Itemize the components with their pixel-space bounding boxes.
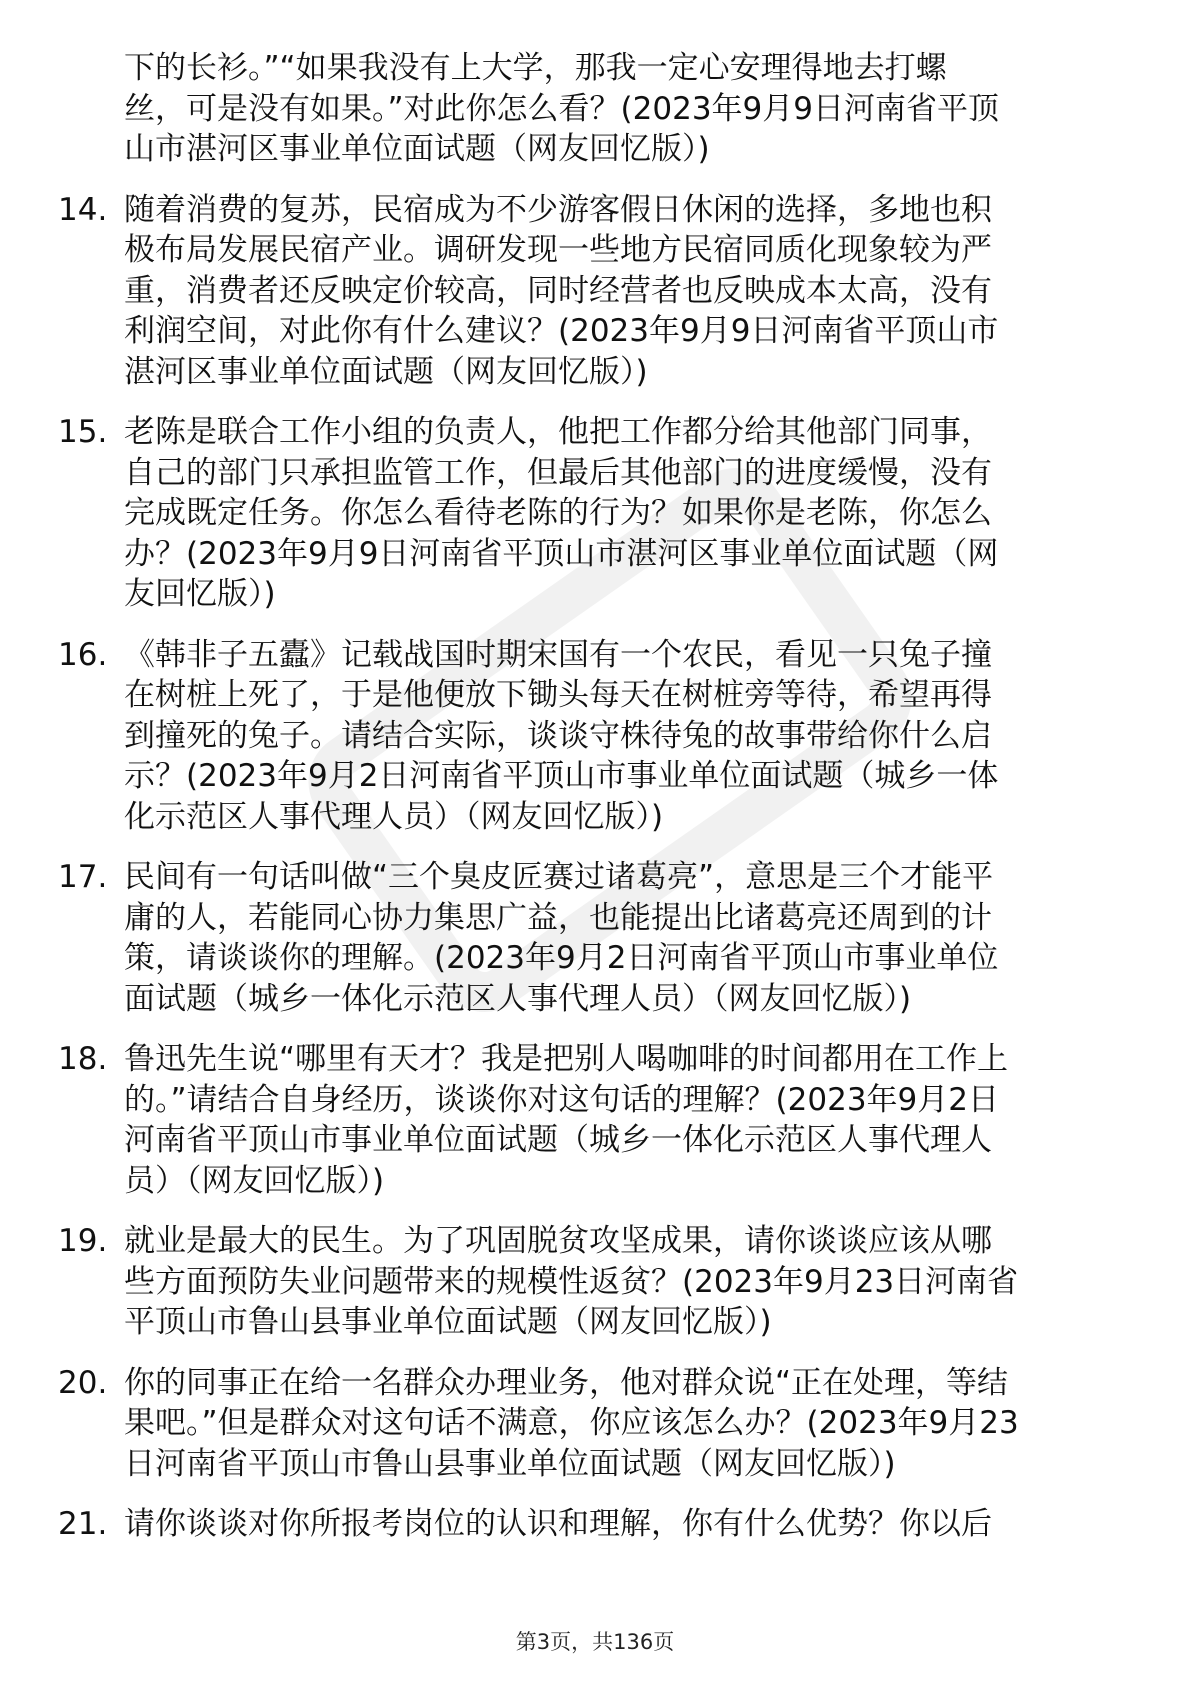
question-item: [58, 1504, 1118, 1545]
question-number: 17.: [58, 859, 108, 895]
question-item: [58, 1039, 1118, 1201]
question-list: [58, 48, 1118, 1565]
continued-question-text: 下的长衫。”“如果我没有上大学，那我一定心安理得地去打螺 丝，可是没有如果。”对此你怎么看？(2023年9月9日河南省平顶 山市湛河区事业单位面试题（网友回忆版）): [124, 50, 999, 167]
question-number: 21.: [58, 1506, 108, 1542]
question-item: [58, 412, 1118, 615]
question-item: [58, 635, 1118, 838]
question-number: 15.: [58, 414, 108, 450]
page-number-footer: 第3页，共136页: [515, 1630, 675, 1654]
question-text: 就业是最大的民生。为了巩固脱贫攻坚成果，请你谈谈应该从哪 些方面预防失业问题带来的规模性返贫？(2023年9月23日河南省 平顶山市鲁山县事业单位面试题（网友回忆版）): [124, 1223, 1019, 1340]
question-item: [58, 857, 1118, 1019]
question-number: 18.: [58, 1041, 108, 1077]
question-text: 《韩非子五蠹》记载战国时期宋国有一个农民，看见一只兔子撞 在树桩上死了，于是他便放下锄头每天在树桩旁等待，希望再得 到撞死的兔子。请结合实际，谈谈守株待兔的故事带给你什么启 示？(2023年9月2日河南省平顶山市事业单位面试题（城乡一体 化示范区人事代理人员）（网友回忆版）): [124, 636, 999, 835]
question-text: 民间有一句话叫做“三个臭皮匠赛过诸葛亮”，意思是三个才能平 庸的人，若能同心协力集思广益，也能提出比诸葛亮还周到的计 策，请谈谈你的理解。(2023年9月2日河南省平顶山市事业单位 面试题（城乡一体化示范区人事代理人员）（网友回忆版）): [124, 859, 999, 1017]
question-number: 14.: [58, 191, 108, 228]
question-number: 19.: [58, 1223, 108, 1259]
question-text: 老陈是联合工作小组的负责人，他把工作都分给其他部门同事， 自己的部门只承担监管工作，但最后其他部门的进度缓慢，没有 完成既定任务。你怎么看待老陈的行为？如果你是老陈，你怎么 办？(2023年9月9日河南省平顶山市湛河区事业单位面试题（网 友回忆版）): [124, 414, 999, 612]
question-text: 随着消费的复苏，民宿成为不少游客假日休闲的选择，多地也积 极布局发展民宿产业。调研发现一些地方民宿同质化现象较为严 重，消费者还反映定价较高，同时经营者也反映成本太高，没有 利润空间，对此你有什么建议？(2023年9月9日河南省平顶山市 湛河区事业单位面试题（网友回忆版）): [124, 191, 999, 390]
question-text: 请你谈谈对你所报考岗位的认识和理解，你有什么优势？你以后: [124, 1506, 992, 1542]
question-text: 你的同事正在给一名群众办理业务，他对群众说“正在处理，等结 果吧。”但是群众对这句话不满意，你应该怎么办？(2023年9月23 日河南省平顶山市鲁山县事业单位面试题（网友回忆版）): [124, 1364, 1019, 1482]
question-number: 20.: [58, 1364, 108, 1401]
question-text: 鲁迅先生说“哪里有天才？我是把别人喝咖啡的时间都用在工作上 的。”请结合自身经历，谈谈你对这句话的理解？(2023年9月2日 河南省平顶山市事业单位面试题（城乡一体化示范区人事代理人 员）（网友回忆版）): [124, 1041, 1009, 1199]
question-item: [58, 190, 1118, 393]
question-number: 16.: [58, 636, 108, 673]
question-item: [58, 1363, 1118, 1485]
question-item: [58, 1221, 1118, 1343]
